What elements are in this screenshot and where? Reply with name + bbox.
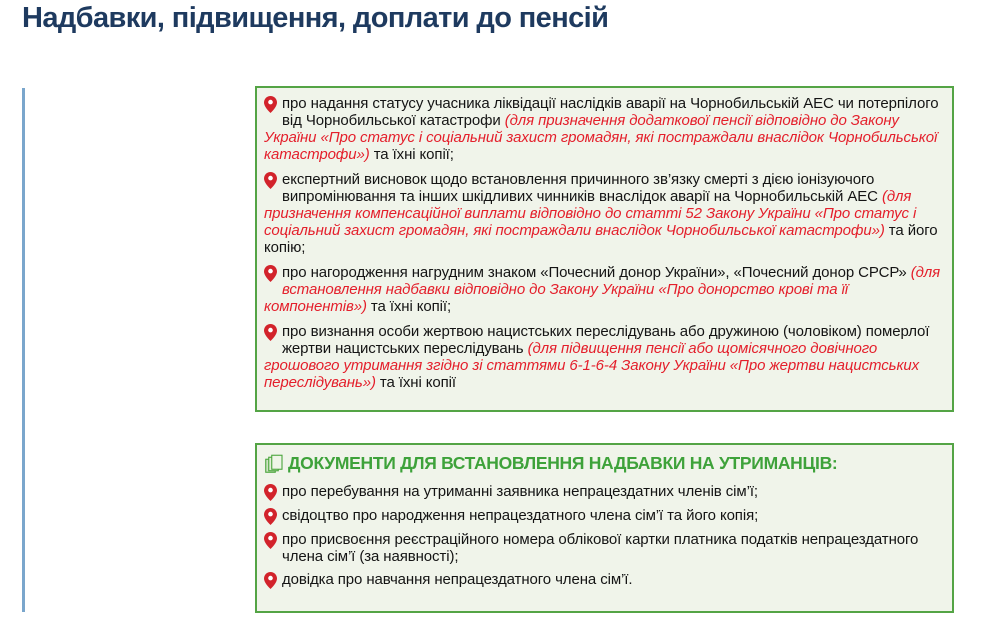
list-item-text: [282, 507, 758, 524]
law-reference-text: (для підвищення пенсії або щомісячного довічного грошового утримання згідно зі статтями 6-1-6-4 Закону України «Про жертви нацистських переслідувань»): [264, 340, 920, 391]
item-text: про нагородження нагрудним знаком «Почесний донор України», «Почесний донор СРСР»: [282, 264, 911, 281]
list-item: [264, 483, 943, 500]
box-header: [265, 453, 943, 474]
item-text: про надання статусу учасника ліквідації наслідків аварії на Чорнобильській АЕС чи потерпілого від Чорнобильської катастрофи: [282, 95, 939, 129]
list-item-text: [282, 571, 632, 588]
list-item-text: [264, 171, 938, 256]
item-text: про перебування на утриманні заявника непрацездатних членів сім’ї;: [282, 483, 758, 500]
item-text: та їхні копії;: [366, 298, 452, 315]
map-pin-icon: [264, 484, 277, 501]
documents-list: [264, 95, 943, 391]
page-title: Надбавки, підвищення, доплати до пенсій: [22, 2, 609, 34]
chornobyl-documents-box: [255, 86, 954, 412]
map-pin-icon: [264, 572, 277, 589]
list-item-text: [282, 531, 918, 565]
item-text: та їхні копії: [375, 374, 456, 391]
item-text: про присвоєння реєстраційного номера облікової картки платника податків непрацездатного члена сім’ї (за наявності);: [282, 531, 919, 565]
list-item-text: [264, 264, 940, 315]
map-pin-icon: [264, 96, 277, 113]
box-header-text: ДОКУМЕНТИ ДЛЯ ВСТАНОВЛЕННЯ НАДБАВКИ НА УТРИМАНЦІВ:: [288, 453, 838, 473]
item-text: про визнання особи жертвою нацистських переслідувань або дружиною (чоловіком) померлої жертви нацистських переслідувань: [282, 323, 930, 357]
documents-icon: [265, 454, 283, 474]
left-accent-line: [22, 88, 25, 612]
list-item-text: [264, 323, 929, 391]
dependents-list: [264, 483, 943, 588]
list-item: [264, 571, 943, 588]
list-item: [264, 264, 943, 315]
law-reference-text: (для призначення компенсаційної виплати відповідно до статті 52 Закону України «Про статус і соціальний захист громадян, які постраждали внаслідок Чорнобильської катастрофи»): [264, 188, 917, 239]
item-text: свідоцтво про народження непрацездатного члена сім’ї та його копія;: [282, 507, 759, 524]
list-item: [264, 171, 943, 256]
item-text: та їхні копії;: [369, 146, 454, 163]
map-pin-icon: [264, 532, 277, 549]
item-text: експертний висновок щодо встановлення причинного зв’язку смерті з дією іонізуючого випромінювання та інших шкідливих чинників внаслідок аварії на Чорнобильській АЕС: [282, 171, 882, 205]
law-reference-text: (для встановлення надбавки відповідно до Закону України «Про донорство крові та її компонентів»): [264, 264, 941, 315]
list-item-text: [282, 483, 758, 500]
dependents-documents-box: [255, 443, 954, 613]
list-item: [264, 323, 943, 391]
map-pin-icon: [264, 172, 277, 189]
map-pin-icon: [264, 265, 277, 282]
law-reference-text: (для призначення додаткової пенсії відповідно до Закону України «Про статус і соціальний захист громадян, які постраждали внаслідок Чорнобильської катастрофи»): [264, 112, 938, 163]
list-item: [264, 95, 943, 163]
map-pin-icon: [264, 324, 277, 341]
item-text: довідка про навчання непрацездатного члена сім’ї.: [282, 571, 633, 588]
list-item: [264, 507, 943, 524]
list-item: [264, 531, 943, 565]
map-pin-icon: [264, 508, 277, 525]
list-item-text: [264, 95, 939, 163]
item-text: та його копію;: [264, 222, 938, 256]
